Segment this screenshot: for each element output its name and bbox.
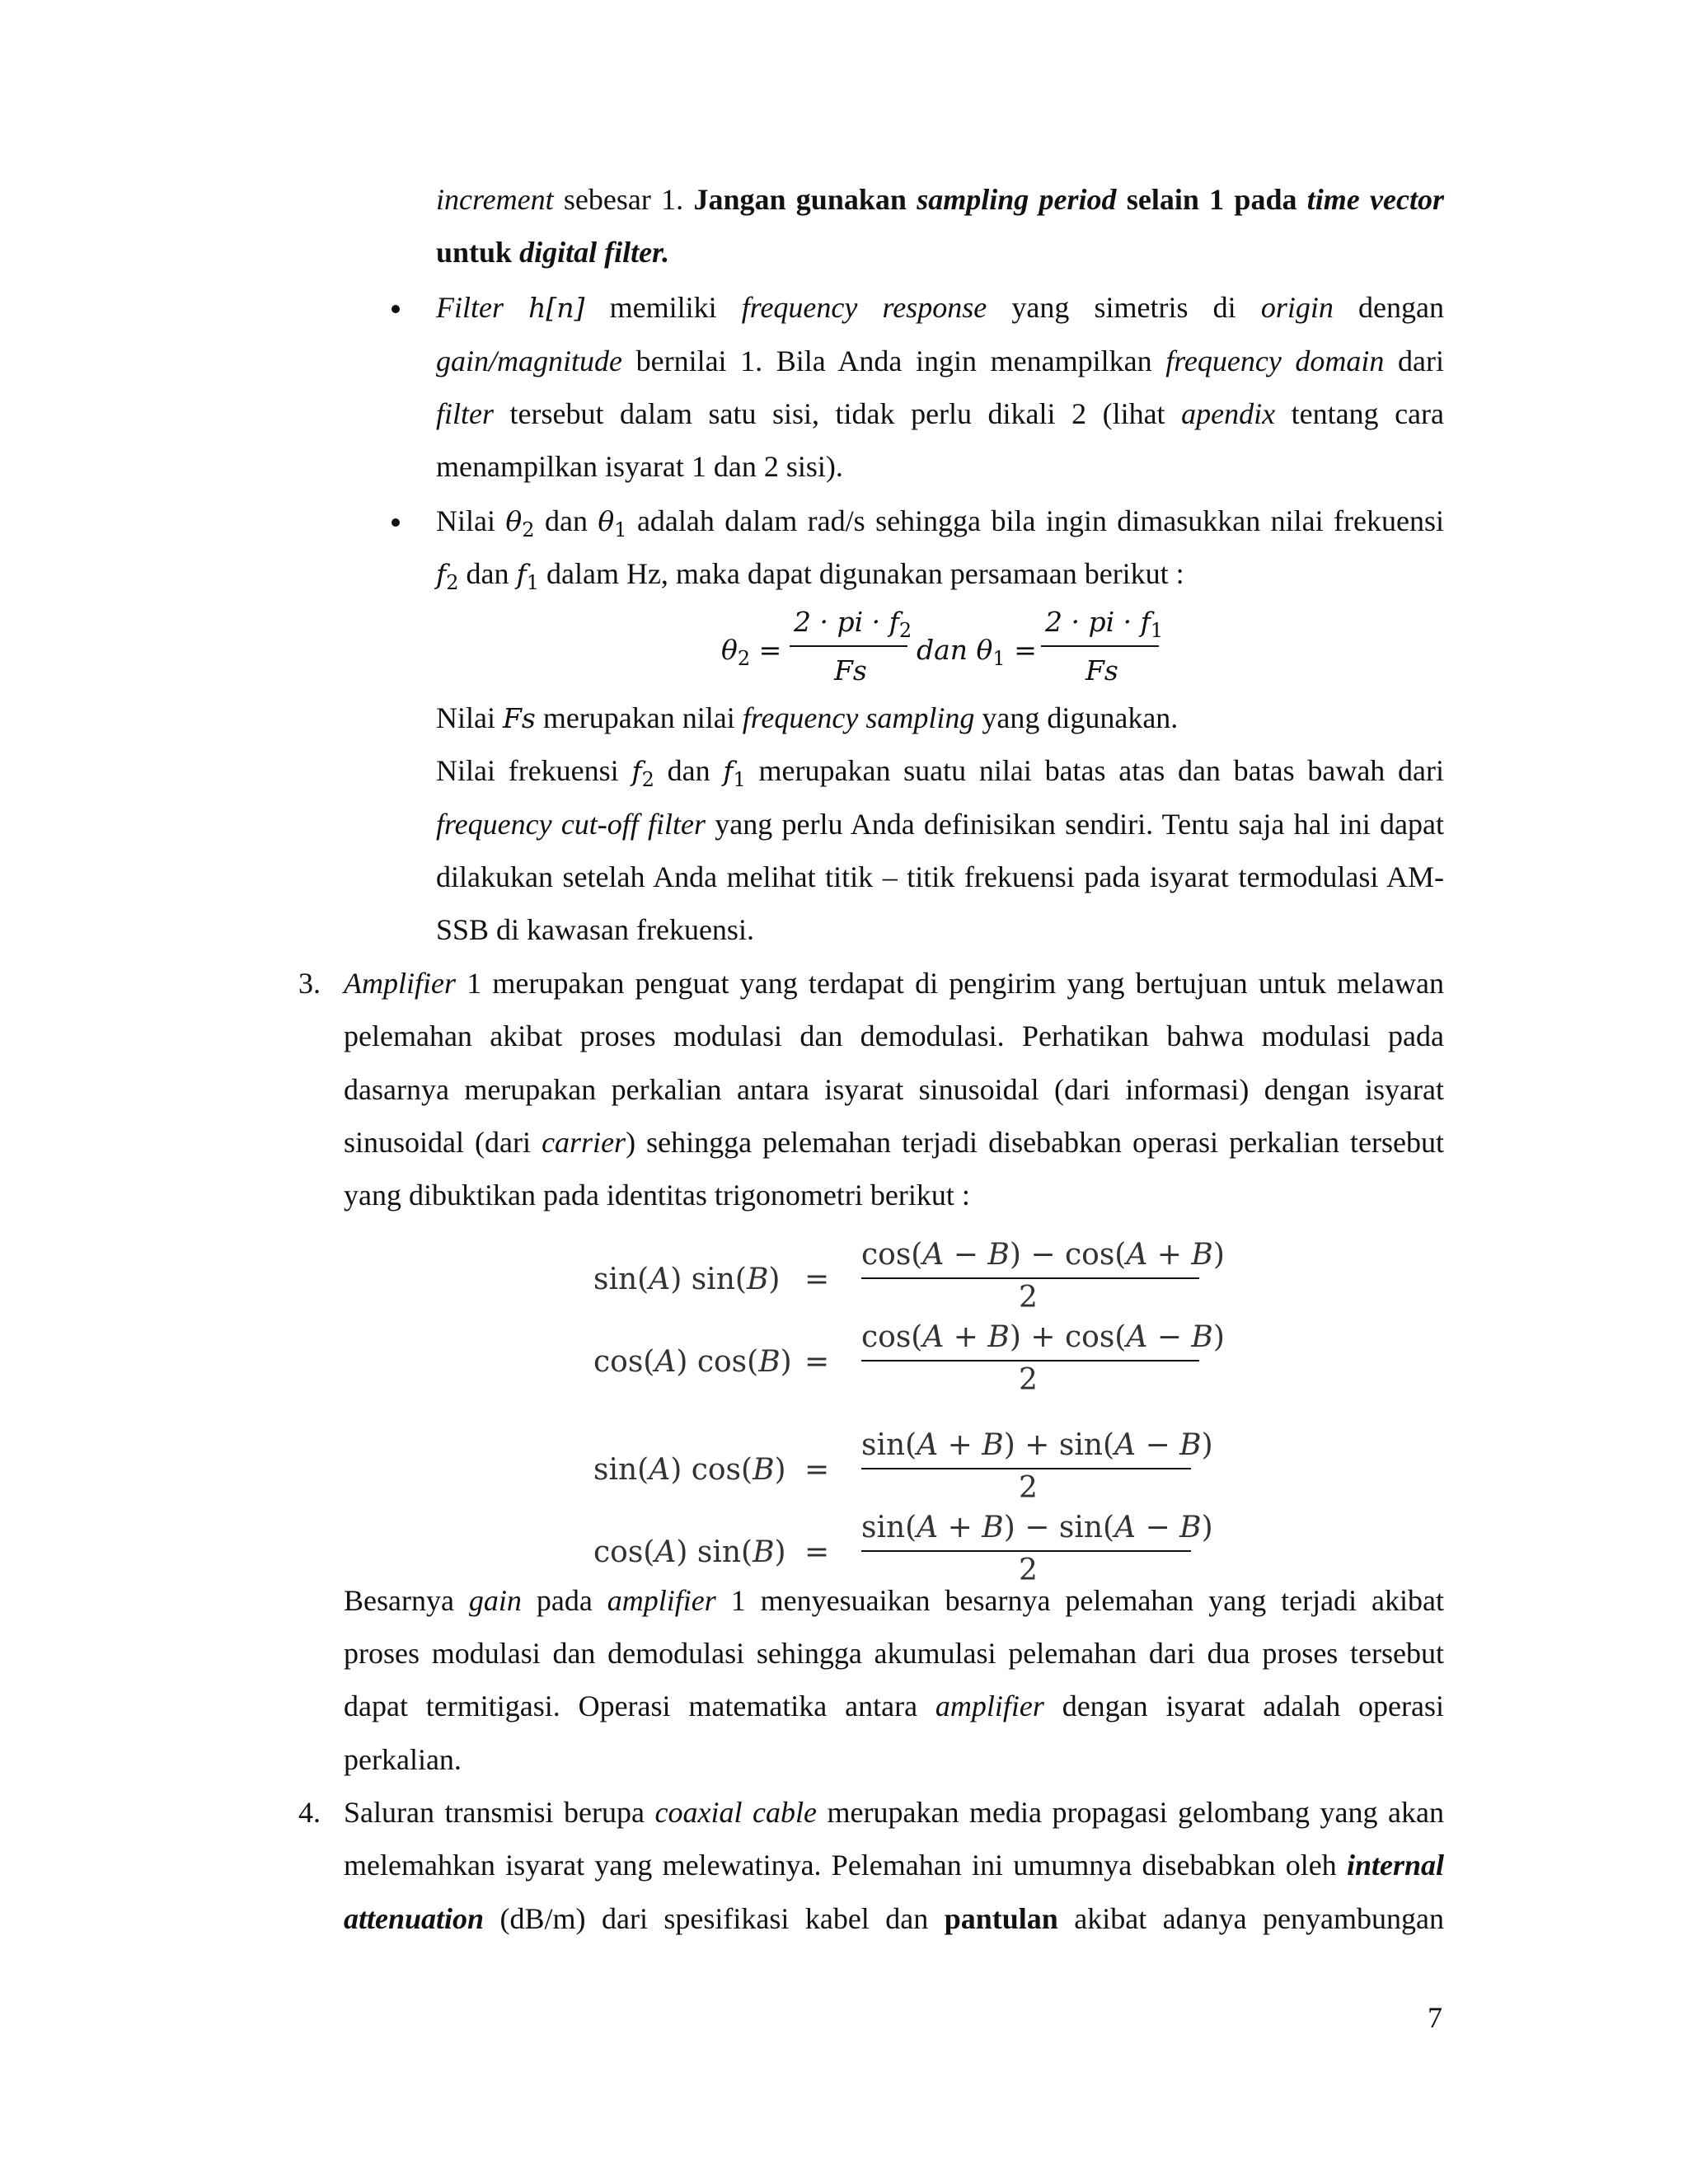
identity-lhs: cos(A) sin(B) [593, 1535, 786, 1569]
identity-lhs: sin(A) cos(B) [593, 1453, 786, 1487]
text-line: increment sebesar 1. Jangan gunakan sampling period selain 1 pada time vector [436, 183, 1445, 216]
identity-lhs: cos(A) cos(B) [593, 1345, 792, 1379]
identity-equals: = [804, 1535, 830, 1569]
text-line: Filter h[n] memiliki frequency response yang simetris di origin dengan [436, 291, 1444, 324]
text-line: melemahkan isyarat yang melewatinya. Pelemahan ini umumnya disebabkan oleh internal [344, 1849, 1444, 1882]
text-line: pelemahan akibat proses modulasi dan demodulasi. Perhatikan bahwa modulasi pada [344, 1019, 1444, 1052]
text-line: Nilai $\theta_2$ dan $\theta_1$ adalah dalam rad/s sehingga bila ingin dimasukkan nilai frekuensi [436, 504, 1445, 541]
identity-denominator: 2 [1019, 1554, 1038, 1587]
identity-lhs: sin(A) sin(B) [593, 1263, 781, 1296]
fraction-bar [861, 1360, 1199, 1361]
eq-mid: dan $\theta_1$ = [917, 634, 1037, 670]
identity-denominator: 2 [1019, 1363, 1038, 1397]
identity-numerator: sin(A + B) − sin(A − B) [861, 1511, 1213, 1544]
eq-den2: Fs [1085, 654, 1118, 687]
identity-equals: = [804, 1263, 830, 1296]
eq-num2: 2 · pi · $f_1$ [1045, 606, 1164, 642]
text-line: gain/magnitude bernilai 1. Bila Anda ingin menampilkan frequency domain dari [436, 344, 1445, 377]
list-number: 3. [298, 967, 321, 1000]
identity-numerator: cos(A + B) + cos(A − B) [861, 1320, 1225, 1354]
text-line: yang dibuktikan pada identitas trigonometri berikut : [344, 1179, 970, 1212]
text-line: menampilkan isyarat 1 dan 2 sisi). [436, 450, 843, 483]
eq-lhs-theta2: $\theta_2$ = [721, 634, 782, 670]
text-line: dasarnya merupakan perkalian antara isyarat sinusoidal (dari informasi) dengan isyarat [344, 1073, 1444, 1106]
fraction-bar [790, 645, 907, 647]
text-line: Nilai frekuensi $f_2$ dan $f_1$ merupakan suatu nilai batas atas dan batas bawah dari [436, 754, 1444, 791]
text-line: frequency cut-off filter yang perlu Anda definisikan sendiri. Tentu saja hal ini dapat [436, 808, 1444, 841]
identity-equals: = [804, 1345, 830, 1379]
text-line: Nilai Fs merupakan nilai frequency sampling yang digunakan. [436, 701, 1179, 734]
fraction-bar [1041, 645, 1159, 647]
page-number: 7 [1428, 2001, 1442, 2034]
text-line: filter tersebut dalam satu sisi, tidak perlu dikali 2 (lihat apendix tentang cara [436, 397, 1444, 430]
text-line: dilakukan setelah Anda melihat titik – titik frekuensi pada isyarat termodulasi AM- [436, 860, 1444, 893]
text-line: Amplifier 1 merupakan penguat yang terdapat di pengirim yang bertujuan untuk melawan [344, 967, 1444, 1000]
text-line: Saluran transmisi berupa coaxial cable merupakan media propagasi gelombang yang akan [344, 1796, 1444, 1829]
text-line: perkalian. [344, 1743, 462, 1776]
text-line: untuk digital filter. [436, 236, 670, 269]
text-line: SSB di kawasan frekuensi. [436, 913, 754, 946]
text-line: sinusoidal (dari carrier) sehingga pelemahan terjadi disebabkan operasi perkalian tersebut [344, 1126, 1444, 1159]
fraction-bar [861, 1550, 1191, 1552]
identity-numerator: sin(A + B) + sin(A − B) [861, 1428, 1213, 1462]
text-line: proses modulasi dan demodulasi sehingga akumulasi pelemahan dari dua proses tersebut [344, 1637, 1444, 1670]
identity-numerator: cos(A − B) − cos(A + B) [861, 1238, 1225, 1272]
bullet-point [392, 305, 400, 313]
identity-denominator: 2 [1019, 1471, 1038, 1505]
fraction-bar [861, 1277, 1199, 1279]
bullet-point [392, 518, 400, 527]
eq-den1: Fs [834, 654, 867, 687]
fraction-bar [861, 1468, 1191, 1469]
text-line: $f_2$ dan $f_1$ dalam Hz, maka dapat digunakan persamaan berikut : [436, 557, 1184, 594]
eq-num1: 2 · pi · $f_2$ [794, 606, 912, 642]
text-line: Besarnya gain pada amplifier 1 menyesuaikan besarnya pelemahan yang terjadi akibat [344, 1584, 1444, 1617]
text-line: attenuation (dB/m) dari spesifikasi kabel dan pantulan akibat adanya penyambungan [344, 1902, 1444, 1935]
text-line: dapat termitigasi. Operasi matematika antara amplifier dengan isyarat adalah operasi [344, 1690, 1444, 1722]
list-number: 4. [298, 1796, 321, 1829]
identity-denominator: 2 [1019, 1281, 1038, 1315]
identity-equals: = [804, 1453, 830, 1487]
